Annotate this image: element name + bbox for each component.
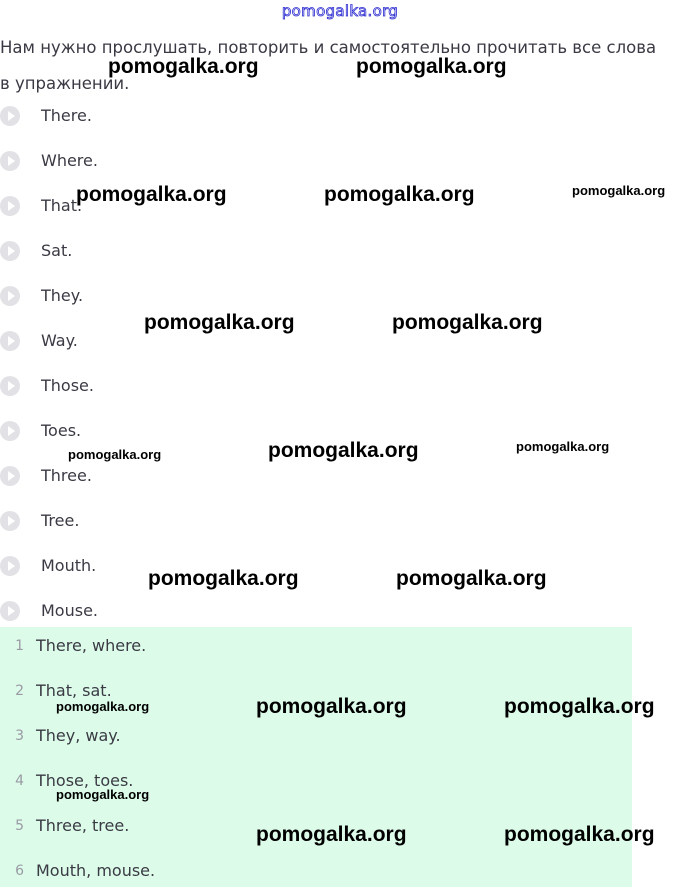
word-text: Mouth. xyxy=(41,556,97,575)
pair-text: That, sat. xyxy=(36,681,112,700)
pair-number: 3 xyxy=(15,728,24,744)
watermark: pomogalka.org xyxy=(144,311,295,334)
play-audio-icon[interactable] xyxy=(0,556,20,576)
play-audio-icon[interactable] xyxy=(0,376,20,396)
word-item xyxy=(0,511,300,541)
pair-text: Those, toes. xyxy=(36,771,134,790)
pair-text: There, where. xyxy=(36,636,147,655)
pair-number: 6 xyxy=(15,863,24,879)
task-intro: Нам нужно прослушать, повторить и самостоятельно прочитать все слова в упражнении. xyxy=(0,38,657,93)
word-text: Sat. xyxy=(41,241,73,260)
word-text: Tree. xyxy=(41,511,80,530)
watermark: pomogalka.org xyxy=(572,183,666,198)
pair-number: 5 xyxy=(15,818,24,834)
word-text: That. xyxy=(41,196,83,215)
watermark: pomogalka.org xyxy=(268,439,419,462)
play-audio-icon[interactable] xyxy=(0,241,20,261)
word-item xyxy=(0,466,300,496)
play-audio-icon[interactable] xyxy=(0,466,20,486)
pair-text: Mouth, mouse. xyxy=(36,861,156,880)
word-item xyxy=(0,376,300,406)
word-text: Three. xyxy=(41,466,92,485)
watermark: pomogalka.org xyxy=(504,695,655,718)
watermark: pomogalka.org xyxy=(108,55,259,78)
word-text: There. xyxy=(41,106,92,125)
watermark: pomogalka.org xyxy=(392,311,543,334)
word-text: Mouse. xyxy=(41,601,98,620)
watermark: pomogalka.org xyxy=(76,183,227,206)
watermark: pomogalka.org xyxy=(256,823,407,846)
play-audio-icon[interactable] xyxy=(0,151,20,171)
word-text: Way. xyxy=(41,331,78,350)
word-item xyxy=(0,151,300,181)
pair-number: 1 xyxy=(15,638,24,654)
watermark: pomogalka.org xyxy=(256,695,407,718)
pair-item xyxy=(0,636,600,660)
pair-number: 4 xyxy=(15,773,24,789)
watermark: pomogalka.org xyxy=(56,787,150,802)
word-item xyxy=(0,106,300,136)
play-audio-icon[interactable] xyxy=(0,286,20,306)
play-audio-icon[interactable] xyxy=(0,601,20,621)
play-audio-icon[interactable] xyxy=(0,106,20,126)
word-pairs-box xyxy=(0,627,632,887)
pair-item xyxy=(0,726,600,750)
play-audio-icon[interactable] xyxy=(0,196,20,216)
watermark: pomogalka.org xyxy=(324,183,475,206)
play-audio-icon[interactable] xyxy=(0,331,20,351)
word-text: Toes. xyxy=(41,421,82,440)
word-text: They. xyxy=(41,286,84,305)
watermark: pomogalka.org xyxy=(68,447,162,462)
watermark: pomogalka.org xyxy=(504,823,655,846)
watermark: pomogalka.org xyxy=(396,567,547,590)
watermark: pomogalka.org xyxy=(56,699,150,714)
play-audio-icon[interactable] xyxy=(0,421,20,441)
word-text: Those. xyxy=(41,376,94,395)
pair-number: 2 xyxy=(15,683,24,699)
watermark: pomogalka.org xyxy=(516,439,610,454)
pair-item xyxy=(0,861,600,885)
word-text: Where. xyxy=(41,151,98,170)
watermark: pomogalka.org xyxy=(356,55,507,78)
word-item xyxy=(0,241,300,271)
site-logo[interactable]: pomogalka.org xyxy=(281,2,399,20)
pair-text: Three, tree. xyxy=(36,816,130,835)
watermark: pomogalka.org xyxy=(148,567,299,590)
word-item xyxy=(0,331,300,361)
play-audio-icon[interactable] xyxy=(0,511,20,531)
pair-text: They, way. xyxy=(36,726,121,745)
